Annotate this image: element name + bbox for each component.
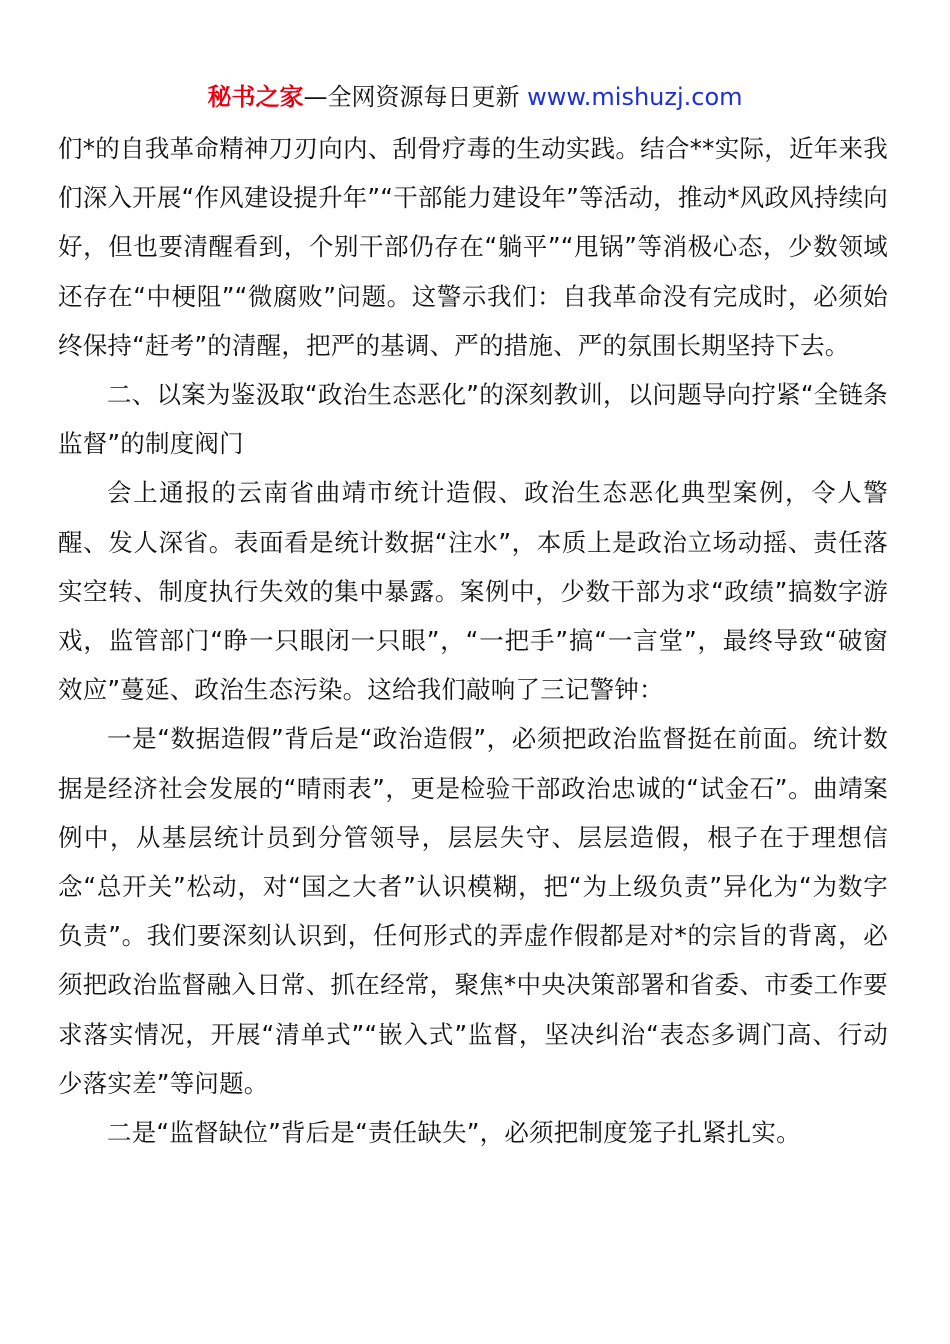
paragraph-point-one: 一是“数据造假”背后是“政治造假”，必须把政治监督挺在前面。统计数据是经济社会发展的“晴雨表”，更是检验干部政治忠诚的“试金石”。曲靖案例中，从基层统计员到分管领导，层层失守、层层造假，根子在于理想信念“总开关”松动，对“国之大者”认识模糊，把“为上级负责”异化为“为数字负责”。我们要深刻认识到，任何形式的弄虚作假都是对*的宗旨的背离，必须把政治监督融入日常、抓在经常，聚焦*中央决策部署和省委、市委工作要求落实情况，开展“清单式”“嵌入式”监督，坚决纠治“表态多调门高、行动少落实差”等问题。: [58, 724, 888, 1098]
site-header: [0, 80, 950, 114]
paragraph-continuation: 们*的自我革命精神刀刃向内、刮骨疗毒的生动实践。结合**实际，近年来我们深入开展“作风建设提升年”“干部能力建设年”等活动，推动*风政风持续向好，但也要清醒看到，个别干部仍存在“躺平”“甩锅”等消极心态，少数领域还存在“中梗阻”“微腐败”问题。这警示我们：自我革命没有完成时，必须始终保持“赶考”的清醒，把严的基调、严的措施、严的氛围长期坚持下去。: [58, 134, 888, 360]
section-heading: 二、以案为鉴汲取“政治生态恶化”的深刻教训，以问题导向拧紧“全链条监督”的制度阀门: [58, 380, 888, 459]
paragraph-case-report: 会上通报的云南省曲靖市统计造假、政治生态恶化典型案例，令人警醒、发人深省。表面看是统计数据“注水”，本质上是政治立场动摇、责任落实空转、制度执行失效的集中暴露。案例中，少数干部为求“政绩”搞数字游戏，监管部门“睁一只眼闭一只眼”，“一把手”搞“一言堂”，最终导致“破窗效应”蔓延、政治生态污染。这给我们敲响了三记警钟：: [58, 478, 888, 705]
paragraph-point-two: 二是“监督缺位”背后是“责任缺失”，必须把制度笼子扎紧扎实。: [107, 1118, 801, 1148]
document-body: [58, 124, 888, 1157]
site-url[interactable]: www.mishuzj.com: [527, 83, 743, 111]
site-tagline: —全网资源每日更新: [303, 83, 528, 111]
site-brand: 秘书之家: [207, 83, 304, 111]
